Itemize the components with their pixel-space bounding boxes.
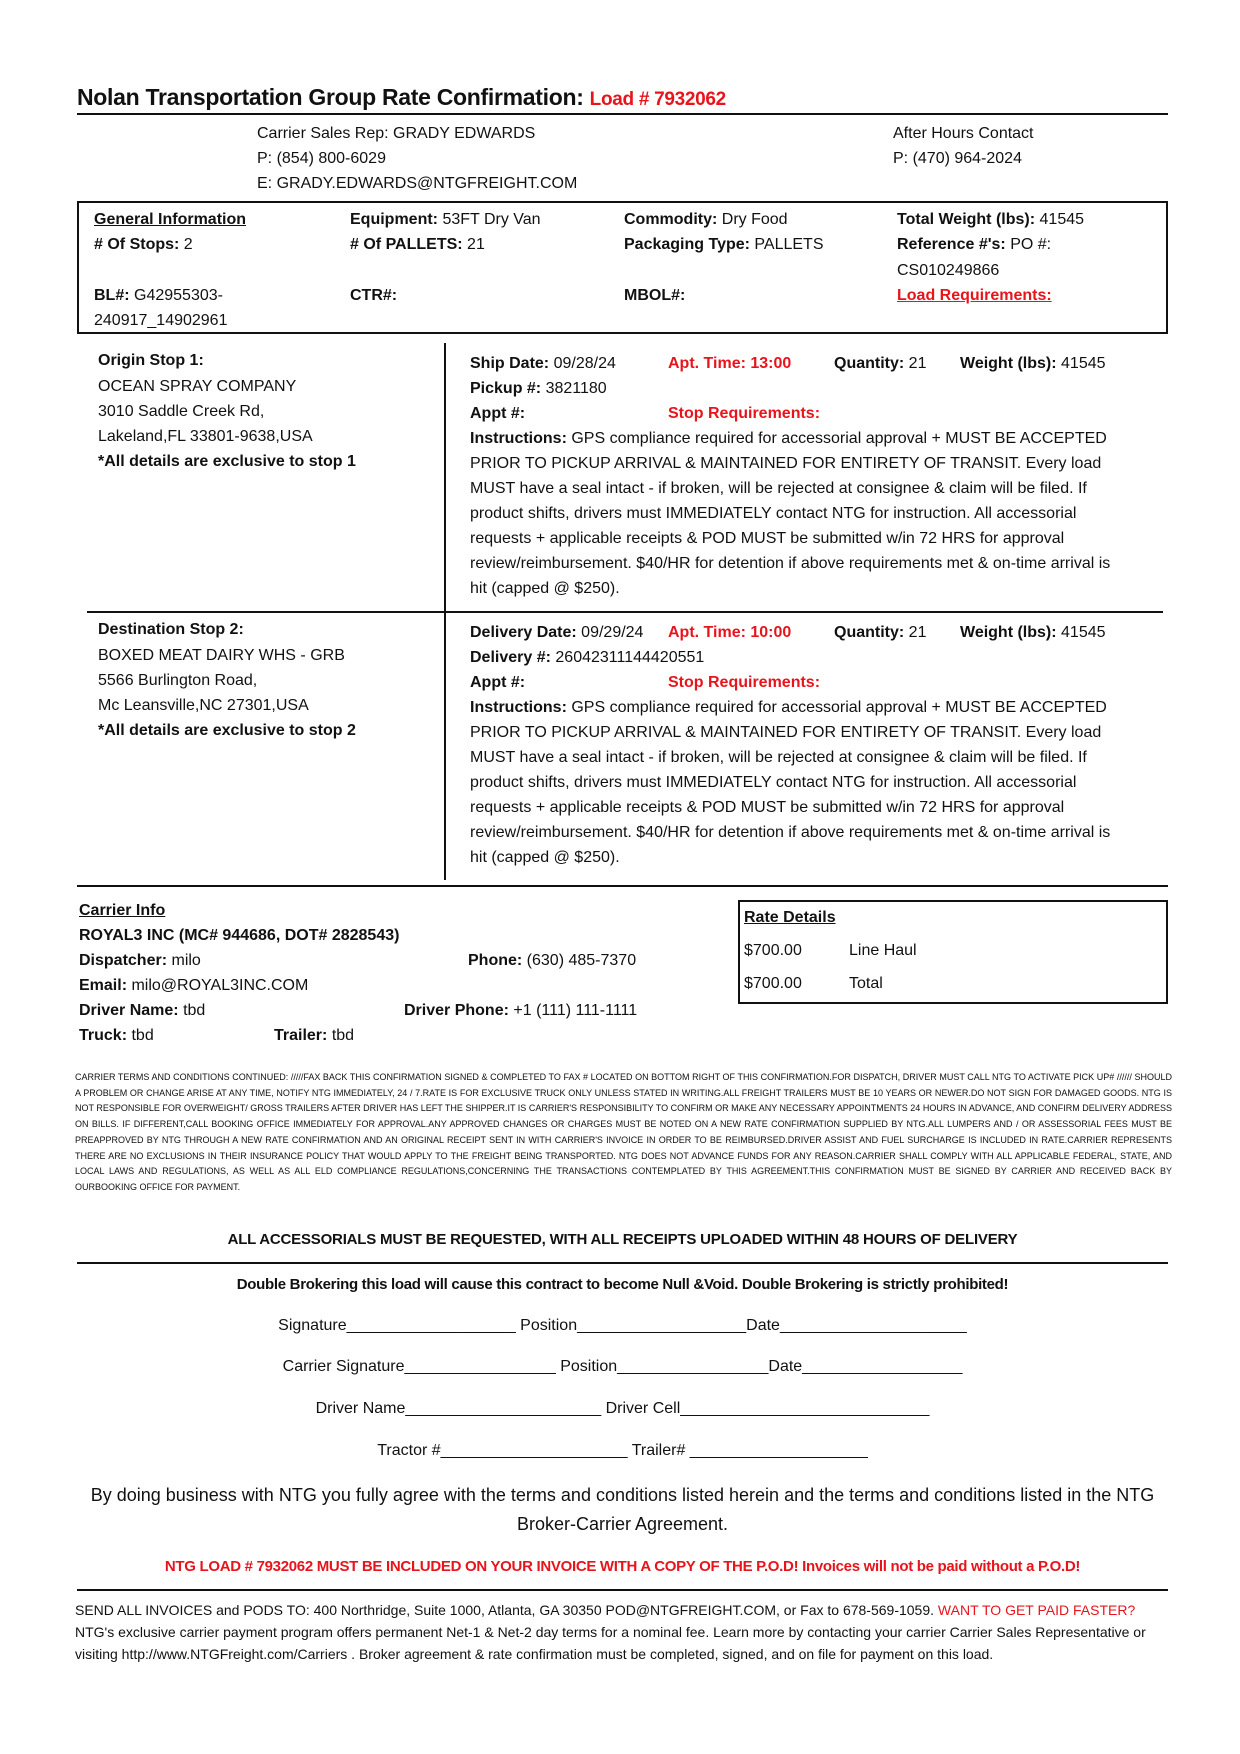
truck <box>79 1023 154 1048</box>
stop2-delivery-number <box>470 645 704 670</box>
stop1-qty-label: Quantity: <box>834 355 905 372</box>
dispatcher-label: Dispatcher: <box>79 952 168 969</box>
stop1-instr-line: hit (capped @ $250). <box>470 580 620 597</box>
carrier-phone <box>468 948 636 973</box>
tractor-trailer-line[interactable]: Tractor #_____________________ Trailer# ____________________ <box>377 1442 868 1459</box>
after-hours-label: After Hours Contact <box>893 125 1034 142</box>
stop1-pickup-number <box>470 376 607 401</box>
packaging <box>624 232 824 257</box>
bl-value-2: 240917_14902961 <box>94 312 228 329</box>
invoice-notice: NTG LOAD # 7932062 MUST BE INCLUDED ON YOUR INVOICE WITH A COPY OF THE P.O.D! Invoices will not be paid without a P.O.D! <box>164 1558 1081 1575</box>
stop2-delivery-date <box>470 620 643 645</box>
footer-rule <box>77 1589 1168 1591</box>
title-text: Nolan Transportation Group Rate Confirmation: <box>77 84 584 110</box>
stop2-instr-line: MUST have a seal intact - if broken, will be rejected at consignee & claim will be filed. If <box>470 749 1087 766</box>
driver-phone-value: +1 (111) 111-1111 <box>513 1002 638 1019</box>
carrier-email-label: Email: <box>79 977 128 994</box>
title-rule <box>77 113 1168 115</box>
stop2-apt-time <box>668 620 791 645</box>
commodity-value: Dry Food <box>721 211 788 228</box>
stop2-instr-line: review/reimbursement. $40/HR for detention if above requirements met & on-time arrival is <box>470 824 1111 841</box>
stop2-date-value: 09/29/24 <box>581 624 644 641</box>
rate-details-heading: Rate Details <box>744 909 836 926</box>
stop1-instructions <box>470 426 1160 601</box>
stop2-apt-time-text: Apt. Time: 10:00 <box>668 624 792 641</box>
pallets <box>350 232 485 257</box>
stop2-quantity <box>834 620 926 645</box>
stop1-ship-date <box>470 351 616 376</box>
carrier-email <box>79 973 308 998</box>
bl-label: BL#: <box>94 287 130 304</box>
bl-value-1: G42955303- <box>134 287 223 304</box>
stop1-weight <box>960 351 1106 376</box>
sales-rep: Carrier Sales Rep: GRADY EDWARDS <box>257 125 536 142</box>
pallets-label: # Of PALLETS: <box>350 236 463 253</box>
rate-row-amount: $700.00 <box>744 942 802 959</box>
stops-divider-horizontal <box>87 611 1163 613</box>
stop2-weight-value: 41545 <box>1061 624 1106 641</box>
equipment-label: Equipment: <box>350 211 438 228</box>
carrier-signature-line[interactable]: Carrier Signature_________________ Position_________________Date__________________ <box>282 1358 963 1375</box>
stop1-address1: 3010 Saddle Creek Rd, <box>98 403 265 420</box>
carrier-info-heading: Carrier Info <box>79 902 166 919</box>
stop1-apt-time <box>668 351 791 376</box>
stop1-instr-line: product shifts, drivers must IMMEDIATELY contact NTG for instruction. All accessorial <box>470 505 1077 522</box>
stop1-instr-line: review/reimbursement. $40/HR for detention if above requirements met & on-time arrival is <box>470 555 1111 572</box>
driver-phone <box>404 998 637 1023</box>
total-weight-value: 41545 <box>1039 211 1085 228</box>
stop2-weight-label: Weight (lbs): <box>960 624 1057 641</box>
stop2-instr-label: Instructions: <box>470 699 567 716</box>
reference-label: Reference #'s: <box>897 236 1006 253</box>
carrier-phone-value: (630) 485-7370 <box>526 952 637 969</box>
stop1-exclusive-note: *All details are exclusive to stop 1 <box>98 453 356 470</box>
carrier-terms: CARRIER TERMS AND CONDITIONS CONTINUED: /////FAX BACK THIS CONFIRMATION SIGNED & COMPLETED TO FAX # LOCATED ON BOTTOM RIGHT OF THIS CONFIRMATION.FOR DISPATCH, DRIVER MUST CALL NTG TO ACTIVATE PICK UP# ////// SHOULD A PROBLEM OR CHANGE ARISE AT ANY TIME, NOTIFY NTG IMMEDIATELY, 24 / 7.RATE IS FOR EXCLUSIVE TRUCK ONLY UNLESS STATED IN WRITING.ALL FREIGHT TRAILERS MUST BE 10 YEARS OR NEWER.DO NOT SIGN FOR DAMAGED GOODS. NTG IS NOT RESPONSIBLE FOR OVERWEIGHT/ GROSS TRAILERS AFTER DRIVER HAS LEFT THE SHIPPER.IT IS CARRIER'S RESPONSIBILITY TO CONFIRM OR MAKE ANY NECESSARY APPOINTMENTS 24 HOURS IN ADVANCE, AND CONFIRM DELIVERY ADDRESS ON BILLS. IF DIFFERENT,CALL BOOKING OFFICE IMMEDIATELY FOR APPROVAL.ANY APPROVED CHANGES OR CHARGES MUST BE NOTED ON A NEW RATE CONFIRMATION SUPPLIED BY NTG.ALL LUMPERS AND / OR ASSESSORIAL FEES MUST BE PREAPPROVED BY NTG THROUGH A NEW RATE CONFIRMATION AND AN ORIGINAL RECEIPT SENT IN WITH CARRIER'S INVOICE IN ORDER TO BE REIMBURSED.DRIVER ASSIST AND FUEL SURCHARGE IS INCLUDED IN RATE.CARRIER REPRESENTS THERE ARE NO EXCLUSIONS IN THEIR INSURANCE POLICY THAT WOULD APPLY TO THE FREIGHT BEING TRANSPORTED. NTG DOES NOT ADVANCE FUNDS FOR ANY REASON.CARRIER SHALL COMPLY WITH ALL APPLICABLE FEDERAL, STATE, AND LOCAL LAWS AND REGULATIONS, AS WELL AS ALL ELD COMPLIANCE REGULATIONS,CONCERNING THE TRANSACTIONS CONTEMPLATED BY THIS AGREEMENT.THIS CONFIRMATION MUST BE SIGNED BY CARRIER AND RECEIVED BACK BY OURBOOKING OFFICE FOR PAYMENT. <box>75 1072 1172 1192</box>
packaging-value: PALLETS <box>754 236 824 253</box>
stop2-stop-requirements: Stop Requirements: <box>668 674 821 691</box>
reference-value-2: CS010249866 <box>897 262 1000 279</box>
driver-name-line[interactable]: Driver Name______________________ Driver Cell____________________________ <box>315 1400 930 1417</box>
driver-name-label: Driver Name: <box>79 1002 179 1019</box>
stop2-heading: Destination Stop 2: <box>98 621 244 638</box>
stop1-instr-line: MUST have a seal intact - if broken, will be rejected at consignee & claim will be filed. If <box>470 480 1087 497</box>
stop2-address1: 5566 Burlington Road, <box>98 672 258 689</box>
reference-value-1: PO #: <box>1010 236 1052 253</box>
carrier-email-value: milo@ROYAL3INC.COM <box>131 977 309 994</box>
stop2-qty-value: 21 <box>908 624 927 641</box>
truck-label: Truck: <box>79 1027 128 1044</box>
stop1-instr-line: PRIOR TO PICKUP ARRIVAL & MAINTAINED FOR ENTIRETY OF TRANSIT. Every load <box>470 455 1102 472</box>
stop2-address2: Mc Leansville,NC 27301,USA <box>98 697 309 714</box>
stops-label: # Of Stops: <box>94 236 180 253</box>
total-weight <box>897 207 1084 232</box>
load-requirements: Load Requirements: <box>897 287 1052 304</box>
stop2-instr-line: PRIOR TO PICKUP ARRIVAL & MAINTAINED FOR ENTIRETY OF TRANSIT. Every load <box>470 724 1102 741</box>
footer-paid-faster: WANT TO GET PAID FASTER? <box>937 1602 1136 1618</box>
stop1-date-value: 09/28/24 <box>553 355 616 372</box>
stop1-address2: Lakeland,FL 33801-9638,USA <box>98 428 313 445</box>
stop1-date-label: Ship Date: <box>470 355 550 372</box>
driver-name <box>79 998 205 1023</box>
stop1-instr-line: GPS compliance required for accessorial approval + MUST BE ACCEPTED <box>571 430 1107 447</box>
dispatcher <box>79 948 201 973</box>
stop2-instr-line: GPS compliance required for accessorial approval + MUST BE ACCEPTED <box>571 699 1107 716</box>
stop2-num-label: Delivery #: <box>470 649 551 666</box>
double-brokering-notice: Double Brokering this load will cause this contract to become Null &Void. Double Brokering is strictly prohibited! <box>236 1276 1009 1293</box>
stop1-weight-value: 41545 <box>1061 355 1106 372</box>
truck-value: tbd <box>131 1027 154 1044</box>
stop2-weight <box>960 620 1106 645</box>
reference <box>897 232 1051 257</box>
stop1-num-value: 3821180 <box>545 380 607 397</box>
commodity-label: Commodity: <box>624 211 718 228</box>
stop1-apt-time-text: Apt. Time: 13:00 <box>668 355 792 372</box>
stop1-instr-label: Instructions: <box>470 430 567 447</box>
stop1-name: OCEAN SPRAY COMPANY <box>98 378 297 395</box>
accessorials-notice: ALL ACCESSORIALS MUST BE REQUESTED, WITH ALL RECEIPTS UPLOADED WITHIN 48 HOURS OF DELIVERY <box>227 1231 1018 1248</box>
stop2-date-label: Delivery Date: <box>470 624 577 641</box>
footer-send-invoices: SEND ALL INVOICES and PODS TO: 400 Northridge, Suite 1000, Atlanta, GA 30350 POD@NTGFREIGHT.COM, or Fax to 678-569-1059. <box>75 1602 935 1618</box>
stop2-name: BOXED MEAT DAIRY WHS - GRB <box>98 647 345 664</box>
driver-phone-label: Driver Phone: <box>404 1002 509 1019</box>
stop1-num-label: Pickup #: <box>470 380 542 397</box>
page-title <box>77 84 726 111</box>
footer-text <box>75 1599 1172 1665</box>
commodity <box>624 207 788 232</box>
notice-rule <box>77 1262 1168 1264</box>
rate-row-label: Line Haul <box>849 942 917 959</box>
stop1-quantity <box>834 351 926 376</box>
trailer-label: Trailer: <box>274 1027 328 1044</box>
stop2-instr-line: hit (capped @ $250). <box>470 849 620 866</box>
equipment <box>350 207 541 232</box>
driver-name-value: tbd <box>183 1002 206 1019</box>
equipment-value: 53FT Dry Van <box>442 211 541 228</box>
trailer-value: tbd <box>331 1027 355 1044</box>
stops-bottom-rule <box>77 885 1168 887</box>
sales-rep-phone: P: (854) 800-6029 <box>257 150 386 167</box>
agreement-text: By doing business with NTG you fully agree with the terms and conditions listed herein and the terms and conditions listed in the NTG Broker-Carrier Agreement. <box>90 1485 1155 1534</box>
carrier-name: ROYAL3 INC (MC# 944686, DOT# 2828543) <box>79 927 400 944</box>
dispatcher-value: milo <box>171 952 201 969</box>
stop2-num-value: 26042311144420551 <box>555 649 705 666</box>
signature-line[interactable]: Signature___________________ Position___________________Date_____________________ <box>278 1317 967 1334</box>
after-hours-phone: P: (470) 964-2024 <box>893 150 1022 167</box>
packaging-label: Packaging Type: <box>624 236 750 253</box>
stop1-qty-value: 21 <box>908 355 927 372</box>
stop1-instr-line: requests + applicable receipts & POD MUST be submitted w/in 72 HRS for approval <box>470 530 1065 547</box>
pallets-value: 21 <box>467 236 485 253</box>
stops-value: 2 <box>183 236 193 253</box>
total-weight-label: Total Weight (lbs): <box>897 211 1036 228</box>
bl-number <box>94 283 223 308</box>
stop2-qty-label: Quantity: <box>834 624 905 641</box>
stop2-appt-label: Appt #: <box>470 674 526 691</box>
rate-row-label: Total <box>849 975 883 992</box>
sales-rep-email: E: GRADY.EDWARDS@NTGFREIGHT.COM <box>257 175 578 192</box>
trailer <box>274 1023 354 1048</box>
stop2-instr-line: requests + applicable receipts & POD MUST be submitted w/in 72 HRS for approval <box>470 799 1065 816</box>
footer-payment-program: NTG's exclusive carrier payment program offers permanent Net-1 & Net-2 day terms for a nominal fee. Learn more by contacting your carrier Carrier Sales Representative or visiting http://www.NTGFreight.com/Carriers . Broker agreement & rate confirmation must be completed, signed, and on file for payment on this load. <box>75 1624 1146 1662</box>
general-info-heading: General Information <box>94 211 247 228</box>
stop2-instructions <box>470 695 1160 870</box>
stop1-stop-requirements: Stop Requirements: <box>668 405 821 422</box>
carrier-phone-label: Phone: <box>468 952 523 969</box>
stop2-instr-line: product shifts, drivers must IMMEDIATELY contact NTG for instruction. All accessorial <box>470 774 1077 791</box>
rate-row-amount: $700.00 <box>744 975 802 992</box>
stop1-heading: Origin Stop 1: <box>98 352 204 369</box>
load-number: Load # 7932062 <box>589 89 726 110</box>
stop1-appt-label: Appt #: <box>470 405 526 422</box>
stop2-exclusive-note: *All details are exclusive to stop 2 <box>98 722 356 739</box>
ctr-label: CTR#: <box>350 287 398 304</box>
mbol-label: MBOL#: <box>624 287 686 304</box>
stop1-weight-label: Weight (lbs): <box>960 355 1057 372</box>
stops-count <box>94 232 193 257</box>
